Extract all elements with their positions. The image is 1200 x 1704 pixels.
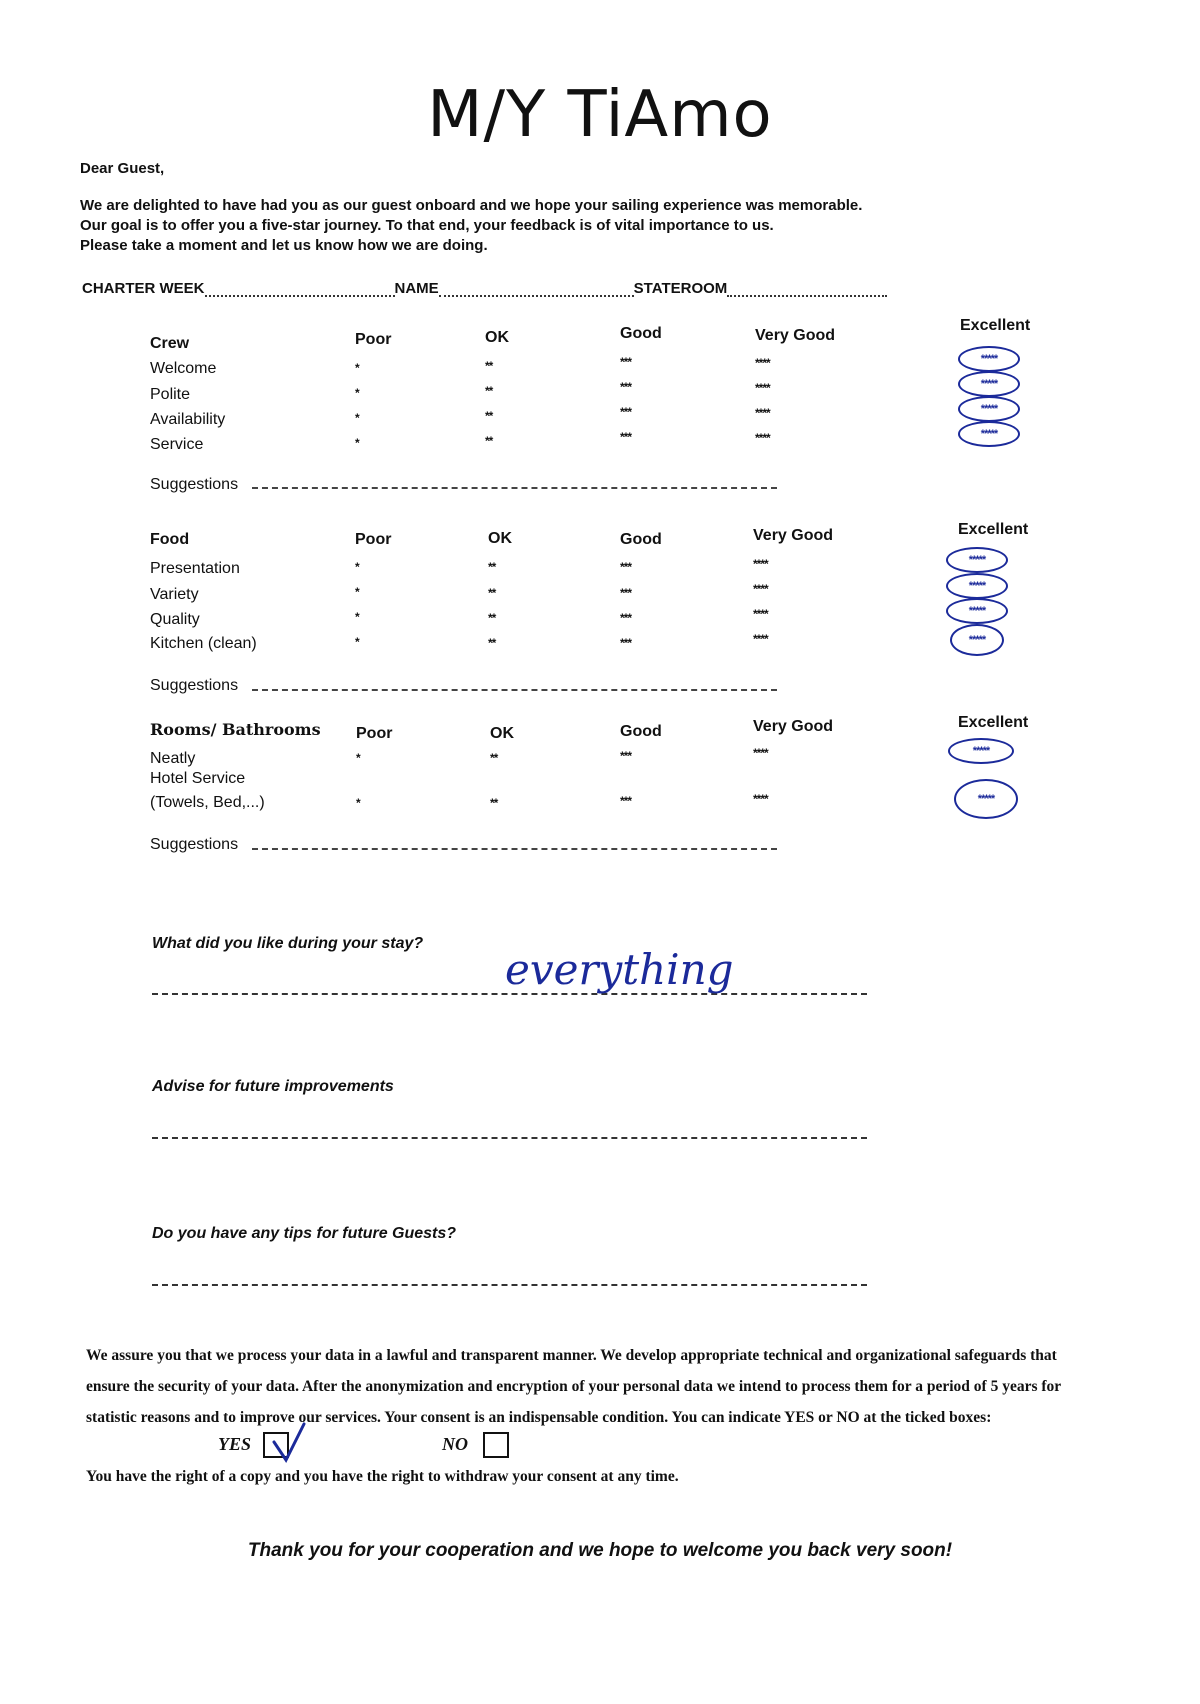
col-very-good: Very Good: [753, 718, 834, 735]
star-ok[interactable]: **: [488, 586, 496, 600]
col-ok: OK: [490, 725, 514, 742]
col-excellent: Excellent: [960, 317, 1031, 334]
intro-line-3: Please take a moment and let us know how we are doing.: [80, 237, 488, 254]
star-ok[interactable]: **: [490, 751, 498, 765]
star-very-good[interactable]: ****: [753, 746, 768, 760]
star-very-good[interactable]: ****: [755, 356, 770, 370]
form-title: M/Y TiAmo: [427, 78, 773, 152]
star-poor[interactable]: *: [355, 635, 359, 649]
row-label: (Towels, Bed,...): [150, 794, 265, 811]
row-label: Polite: [150, 386, 191, 403]
star-excellent-selected[interactable]: *****: [948, 738, 1014, 764]
col-ok: OK: [488, 530, 512, 547]
suggestions-field[interactable]: [252, 486, 777, 489]
row-label: Presentation: [150, 560, 240, 577]
star-poor[interactable]: *: [356, 751, 360, 765]
star-good[interactable]: ***: [620, 430, 632, 444]
star-good[interactable]: ***: [620, 586, 632, 600]
star-excellent-selected[interactable]: *****: [958, 346, 1020, 372]
star-ok[interactable]: **: [485, 384, 493, 398]
thank-you-message: Thank you for your cooperation and we hope to welcome you back very soon!: [247, 1540, 953, 1561]
col-ok: OK: [485, 329, 509, 346]
handwritten-answer: everything: [505, 945, 734, 994]
suggestions-field[interactable]: [252, 847, 777, 850]
star-poor[interactable]: *: [355, 436, 359, 450]
col-poor: Poor: [355, 331, 392, 348]
greeting: Dear Guest,: [80, 160, 165, 177]
row-label: Welcome: [150, 360, 217, 377]
answer-tips-field[interactable]: [152, 1283, 867, 1286]
star-good[interactable]: ***: [620, 611, 632, 625]
stateroom-label: STATEROOM: [633, 280, 728, 297]
star-poor[interactable]: *: [355, 610, 359, 624]
col-poor: Poor: [355, 531, 392, 548]
row-label: Hotel Service: [150, 770, 246, 787]
star-excellent-selected[interactable]: *****: [954, 779, 1018, 819]
star-ok[interactable]: **: [485, 434, 493, 448]
star-very-good[interactable]: ****: [753, 557, 768, 571]
star-very-good[interactable]: ****: [753, 607, 768, 621]
suggestions-label: Suggestions: [150, 476, 239, 493]
col-good: Good: [620, 325, 662, 342]
star-good[interactable]: ***: [620, 355, 632, 369]
suggestions-label: Suggestions: [150, 836, 239, 853]
star-ok[interactable]: **: [485, 359, 493, 373]
star-ok[interactable]: **: [485, 409, 493, 423]
col-excellent: Excellent: [958, 714, 1029, 731]
star-ok[interactable]: **: [488, 560, 496, 574]
star-good[interactable]: ***: [620, 636, 632, 650]
col-poor: Poor: [356, 725, 393, 742]
yes-label: YES: [218, 1434, 252, 1454]
star-good[interactable]: ***: [620, 560, 632, 574]
row-label: Kitchen (clean): [150, 635, 257, 652]
question-liked: What did you like during your stay?: [152, 935, 424, 952]
col-very-good: Very Good: [755, 327, 836, 344]
section-heading: Food: [150, 531, 190, 548]
star-excellent-selected[interactable]: *****: [958, 371, 1020, 397]
section-heading: Crew: [150, 335, 190, 352]
rights-statement: You have the right of a copy and you have the right to withdraw your consent at any time.: [86, 1468, 679, 1485]
crew-section: [150, 317, 1050, 475]
food-section: [150, 521, 1050, 675]
star-excellent-selected[interactable]: *****: [958, 396, 1020, 422]
star-poor[interactable]: *: [356, 796, 360, 810]
star-very-good[interactable]: ****: [753, 632, 768, 646]
star-excellent-selected[interactable]: *****: [946, 598, 1008, 624]
intro-line-1: We are delighted to have had you as our guest onboard and we hope your sailing experience was memorable.: [80, 197, 863, 214]
charter-week-label: CHARTER WEEK: [82, 280, 205, 297]
star-poor[interactable]: *: [355, 411, 359, 425]
name-field[interactable]: [439, 283, 634, 297]
suggestions-label: Suggestions: [150, 677, 239, 694]
row-label: Neatly: [150, 750, 196, 767]
header-fields: [82, 280, 887, 297]
star-very-good[interactable]: ****: [755, 406, 770, 420]
intro-line-2: Our goal is to offer you a five-star journey. To that end, your feedback is of vital importance to us.: [80, 217, 774, 234]
star-good[interactable]: ***: [620, 794, 632, 808]
row-label: Availability: [150, 411, 226, 428]
question-improve: Advise for future improvements: [152, 1078, 394, 1095]
checkmark-icon: [268, 1420, 312, 1468]
star-poor[interactable]: *: [355, 386, 359, 400]
no-checkbox[interactable]: [483, 1432, 509, 1458]
row-label: Quality: [150, 611, 200, 628]
no-label: NO: [442, 1434, 468, 1454]
star-good[interactable]: ***: [620, 380, 632, 394]
star-poor[interactable]: *: [355, 585, 359, 599]
star-excellent-selected[interactable]: *****: [946, 547, 1008, 573]
star-ok[interactable]: **: [488, 636, 496, 650]
col-good: Good: [620, 531, 662, 548]
star-poor[interactable]: *: [355, 560, 359, 574]
col-good: Good: [620, 723, 662, 740]
question-tips: Do you have any tips for future Guests?: [152, 1225, 457, 1242]
star-excellent-selected[interactable]: *****: [946, 573, 1008, 599]
charter-week-field[interactable]: [205, 283, 395, 297]
answer-improve-field[interactable]: [152, 1136, 867, 1139]
star-very-good[interactable]: ****: [753, 792, 768, 806]
name-label: NAME: [394, 280, 439, 297]
star-very-good[interactable]: ****: [755, 431, 770, 445]
star-good[interactable]: ***: [620, 749, 632, 763]
col-excellent: Excellent: [958, 521, 1029, 538]
row-label: Variety: [150, 586, 199, 603]
stateroom-field[interactable]: [727, 283, 887, 297]
star-very-good[interactable]: ****: [753, 582, 768, 596]
suggestions-field[interactable]: [252, 688, 777, 691]
star-poor[interactable]: *: [355, 361, 359, 375]
intro-paragraph: [80, 196, 980, 256]
star-ok[interactable]: **: [490, 796, 498, 810]
col-very-good: Very Good: [753, 527, 834, 544]
row-label: Service: [150, 436, 204, 453]
privacy-statement: We assure you that we process your data in a lawful and transparent manner. We develop appropriate technical and organizational safeguards that ensure the security of your data. After the anonymization and encryption of your personal data we intend to process them for a period of 5 years for statistic reasons and to improve our services. Your consent is an indispensable condition. You can indicate YES or NO at the ticked boxes:: [86, 1347, 1061, 1426]
star-very-good[interactable]: ****: [755, 381, 770, 395]
star-excellent-selected[interactable]: *****: [958, 421, 1020, 447]
star-good[interactable]: ***: [620, 405, 632, 419]
star-excellent-selected[interactable]: *****: [950, 624, 1004, 656]
section-heading: Rooms/ Bathrooms: [150, 720, 321, 739]
star-ok[interactable]: **: [488, 611, 496, 625]
